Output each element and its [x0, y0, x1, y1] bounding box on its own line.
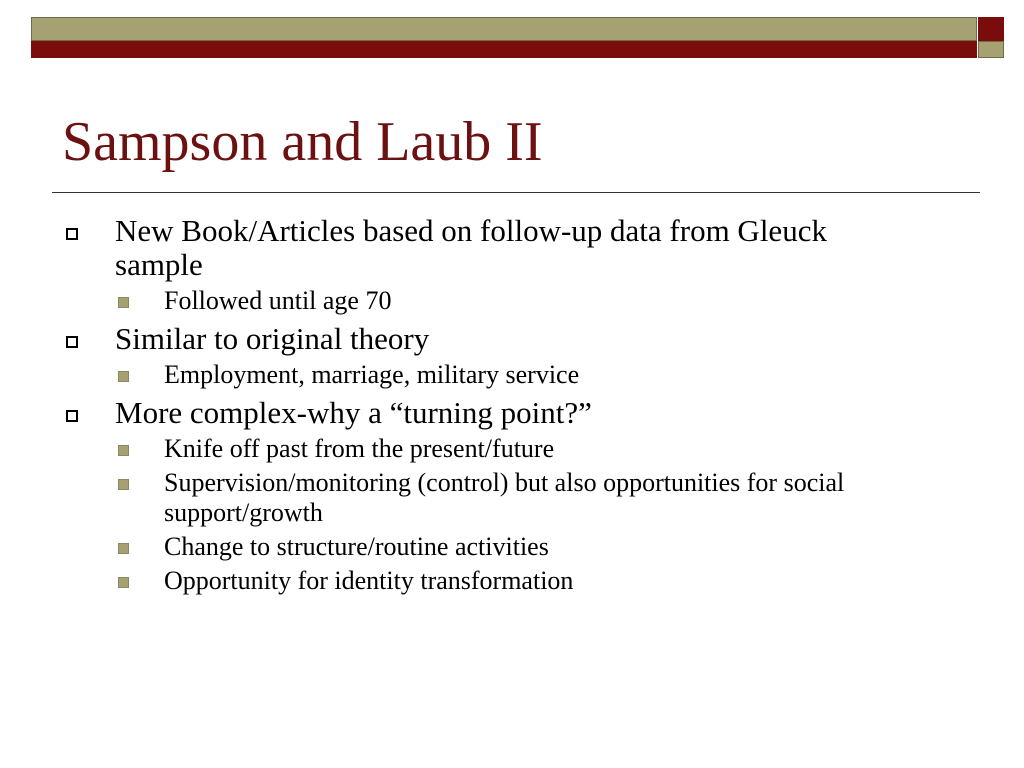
- bullet-list: [0, 208, 1024, 596]
- filled-square-bullet-icon: [118, 371, 129, 382]
- sub-bullet-item: [0, 286, 1024, 316]
- sub-bullet-item: [0, 434, 1024, 464]
- sub-bullet-item: [0, 532, 1024, 562]
- filled-square-bullet-icon: [118, 297, 129, 308]
- sub-bullet-text: Change to structure/routine activities: [164, 532, 549, 561]
- header-square-olive: [978, 41, 1004, 58]
- hollow-square-bullet-icon: [66, 336, 78, 348]
- bullet-text: More complex-why a “turning point?”: [115, 395, 592, 430]
- title-divider: [52, 192, 980, 193]
- sub-bullet-item: [0, 566, 1024, 596]
- bullet-text: Similar to original theory: [115, 321, 430, 356]
- hollow-square-bullet-icon: [66, 228, 78, 240]
- sub-bullet-item: [0, 360, 1024, 390]
- filled-square-bullet-icon: [118, 479, 129, 490]
- hollow-square-bullet-icon: [66, 410, 78, 422]
- bullet-item: [0, 322, 1024, 356]
- filled-square-bullet-icon: [118, 445, 129, 456]
- header-band-olive: [31, 17, 977, 41]
- sub-bullet-text: Knife off past from the present/future: [164, 434, 555, 463]
- bullet-item: [0, 396, 1024, 430]
- bullet-text: New Book/Articles based on follow-up data from Gleuck sample: [115, 213, 827, 282]
- slide-title: Sampson and Laub II: [62, 111, 543, 173]
- sub-bullet-text: Employment, marriage, military service: [164, 360, 580, 389]
- sub-bullet-item: [0, 468, 1024, 528]
- bullet-item: [0, 214, 1024, 282]
- filled-square-bullet-icon: [118, 543, 129, 554]
- header-square-maroon: [978, 17, 1004, 41]
- header-band-maroon: [31, 41, 977, 58]
- sub-bullet-text: Followed until age 70: [164, 286, 392, 315]
- filled-square-bullet-icon: [118, 577, 129, 588]
- sub-bullet-text: Supervision/monitoring (control) but also opportunities for social support/growth: [164, 468, 845, 527]
- sub-bullet-text: Opportunity for identity transformation: [164, 566, 574, 595]
